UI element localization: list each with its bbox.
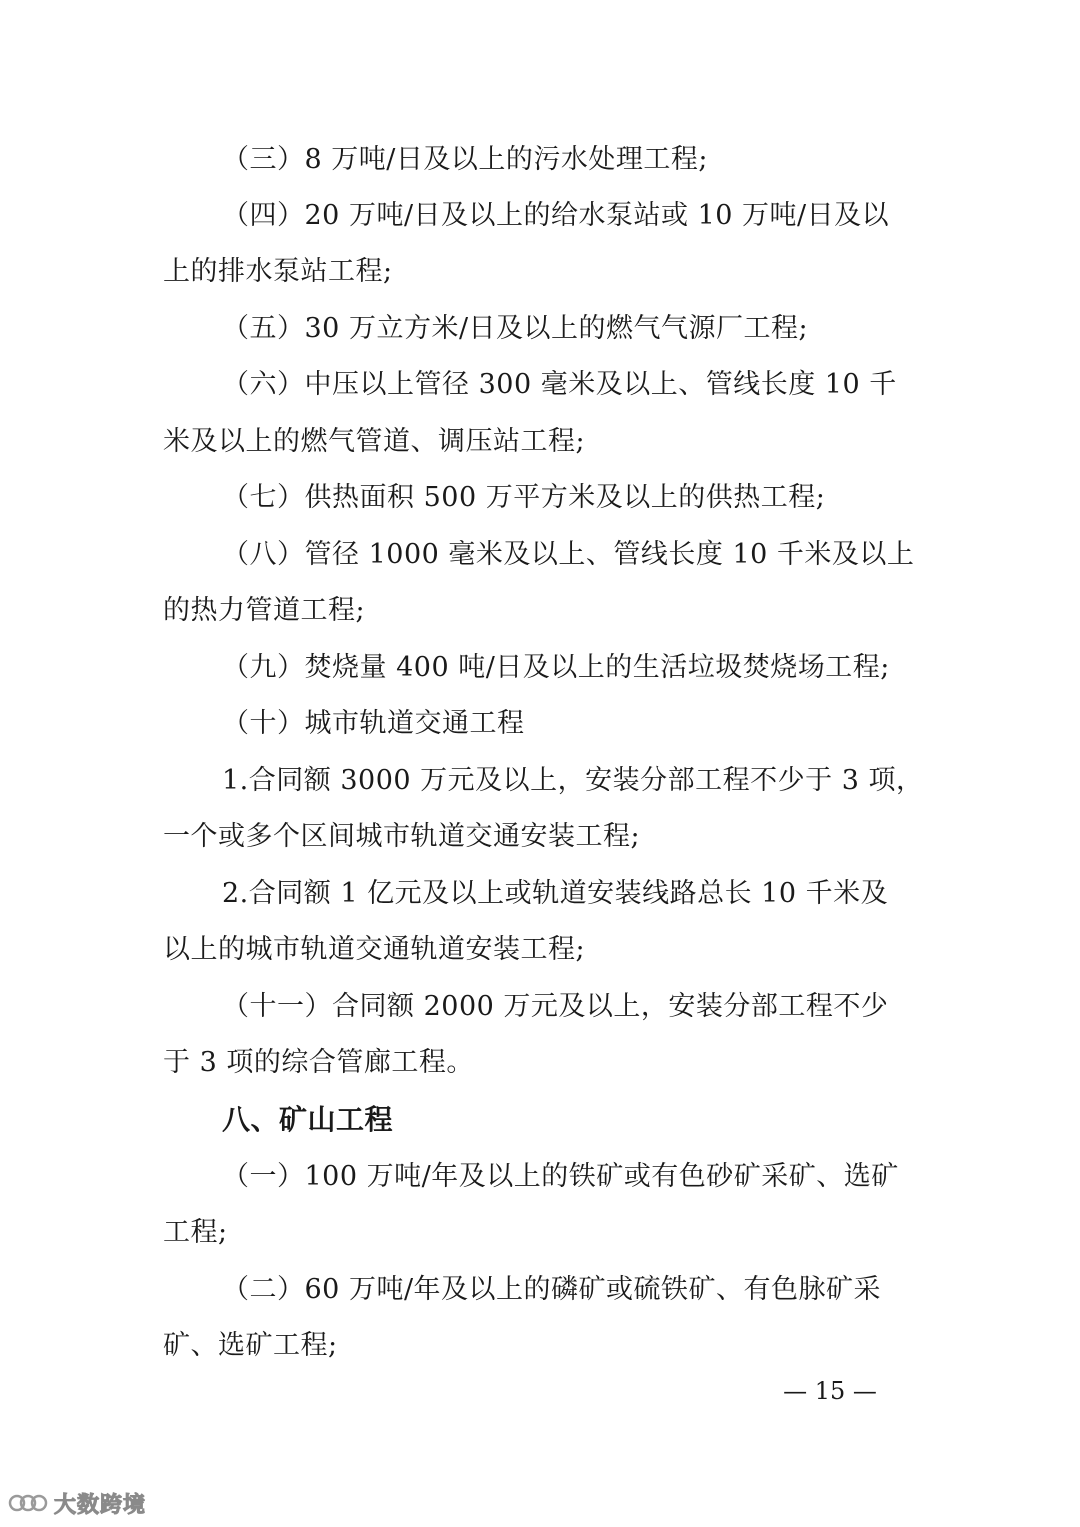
text-line: （十一）合同额 2000 万元及以上，安装分部工程不少 (222, 991, 889, 1022)
text-line: 于 3 项的综合管廊工程。 (163, 1047, 474, 1078)
text-line: （三）8 万吨/日及以上的污水处理工程; (222, 144, 708, 175)
text-line: 1.合同额 3000 万元及以上，安装分部工程不少于 3 项， (222, 765, 924, 796)
text-line: 以上的城市轨道交通轨道安装工程; (163, 934, 586, 965)
watermark-text: 大数跨境 (54, 1492, 147, 1518)
text-line: 的热力管道工程; (163, 595, 366, 626)
text-line: 2.合同额 1 亿元及以上或轨道安装线路总长 10 千米及 (222, 878, 889, 909)
text-line: （九）焚烧量 400 吨/日及以上的生活垃圾焚烧场工程; (222, 652, 890, 683)
text-line: （四）20 万吨/日及以上的给水泵站或 10 万吨/日及以 (222, 200, 890, 231)
text-line: 一个或多个区间城市轨道交通安装工程; (163, 821, 641, 852)
text-line: 工程; (163, 1217, 228, 1248)
watermark (8, 1488, 146, 1518)
text-line: （二）60 万吨/年及以上的磷矿或硫铁矿、有色脉矿采 (222, 1274, 882, 1305)
text-line: （一）100 万吨/年及以上的铁矿或有色砂矿采矿、选矿 (222, 1161, 899, 1192)
text-line: （八）管径 1000 毫米及以上、管线长度 10 千米及以上 (222, 539, 915, 570)
page-number: — 15 — (783, 1377, 877, 1405)
text-line: （六）中压以上管径 300 毫米及以上、管线长度 10 千 (222, 369, 897, 400)
text-line: （十）城市轨道交通工程 (222, 708, 525, 739)
watermark-logo-icon (8, 1492, 48, 1514)
text-line: 矿、选矿工程; (163, 1330, 338, 1361)
text-line: （七）供热面积 500 万平方米及以上的供热工程; (222, 482, 826, 513)
text-line: 上的排水泵站工程; (163, 256, 393, 287)
section-heading: 八、矿山工程 (222, 1103, 394, 1136)
text-line: 米及以上的燃气管道、调压站工程; (163, 426, 586, 457)
text-line: （五）30 万立方米/日及以上的燃气气源厂工程; (222, 313, 809, 344)
